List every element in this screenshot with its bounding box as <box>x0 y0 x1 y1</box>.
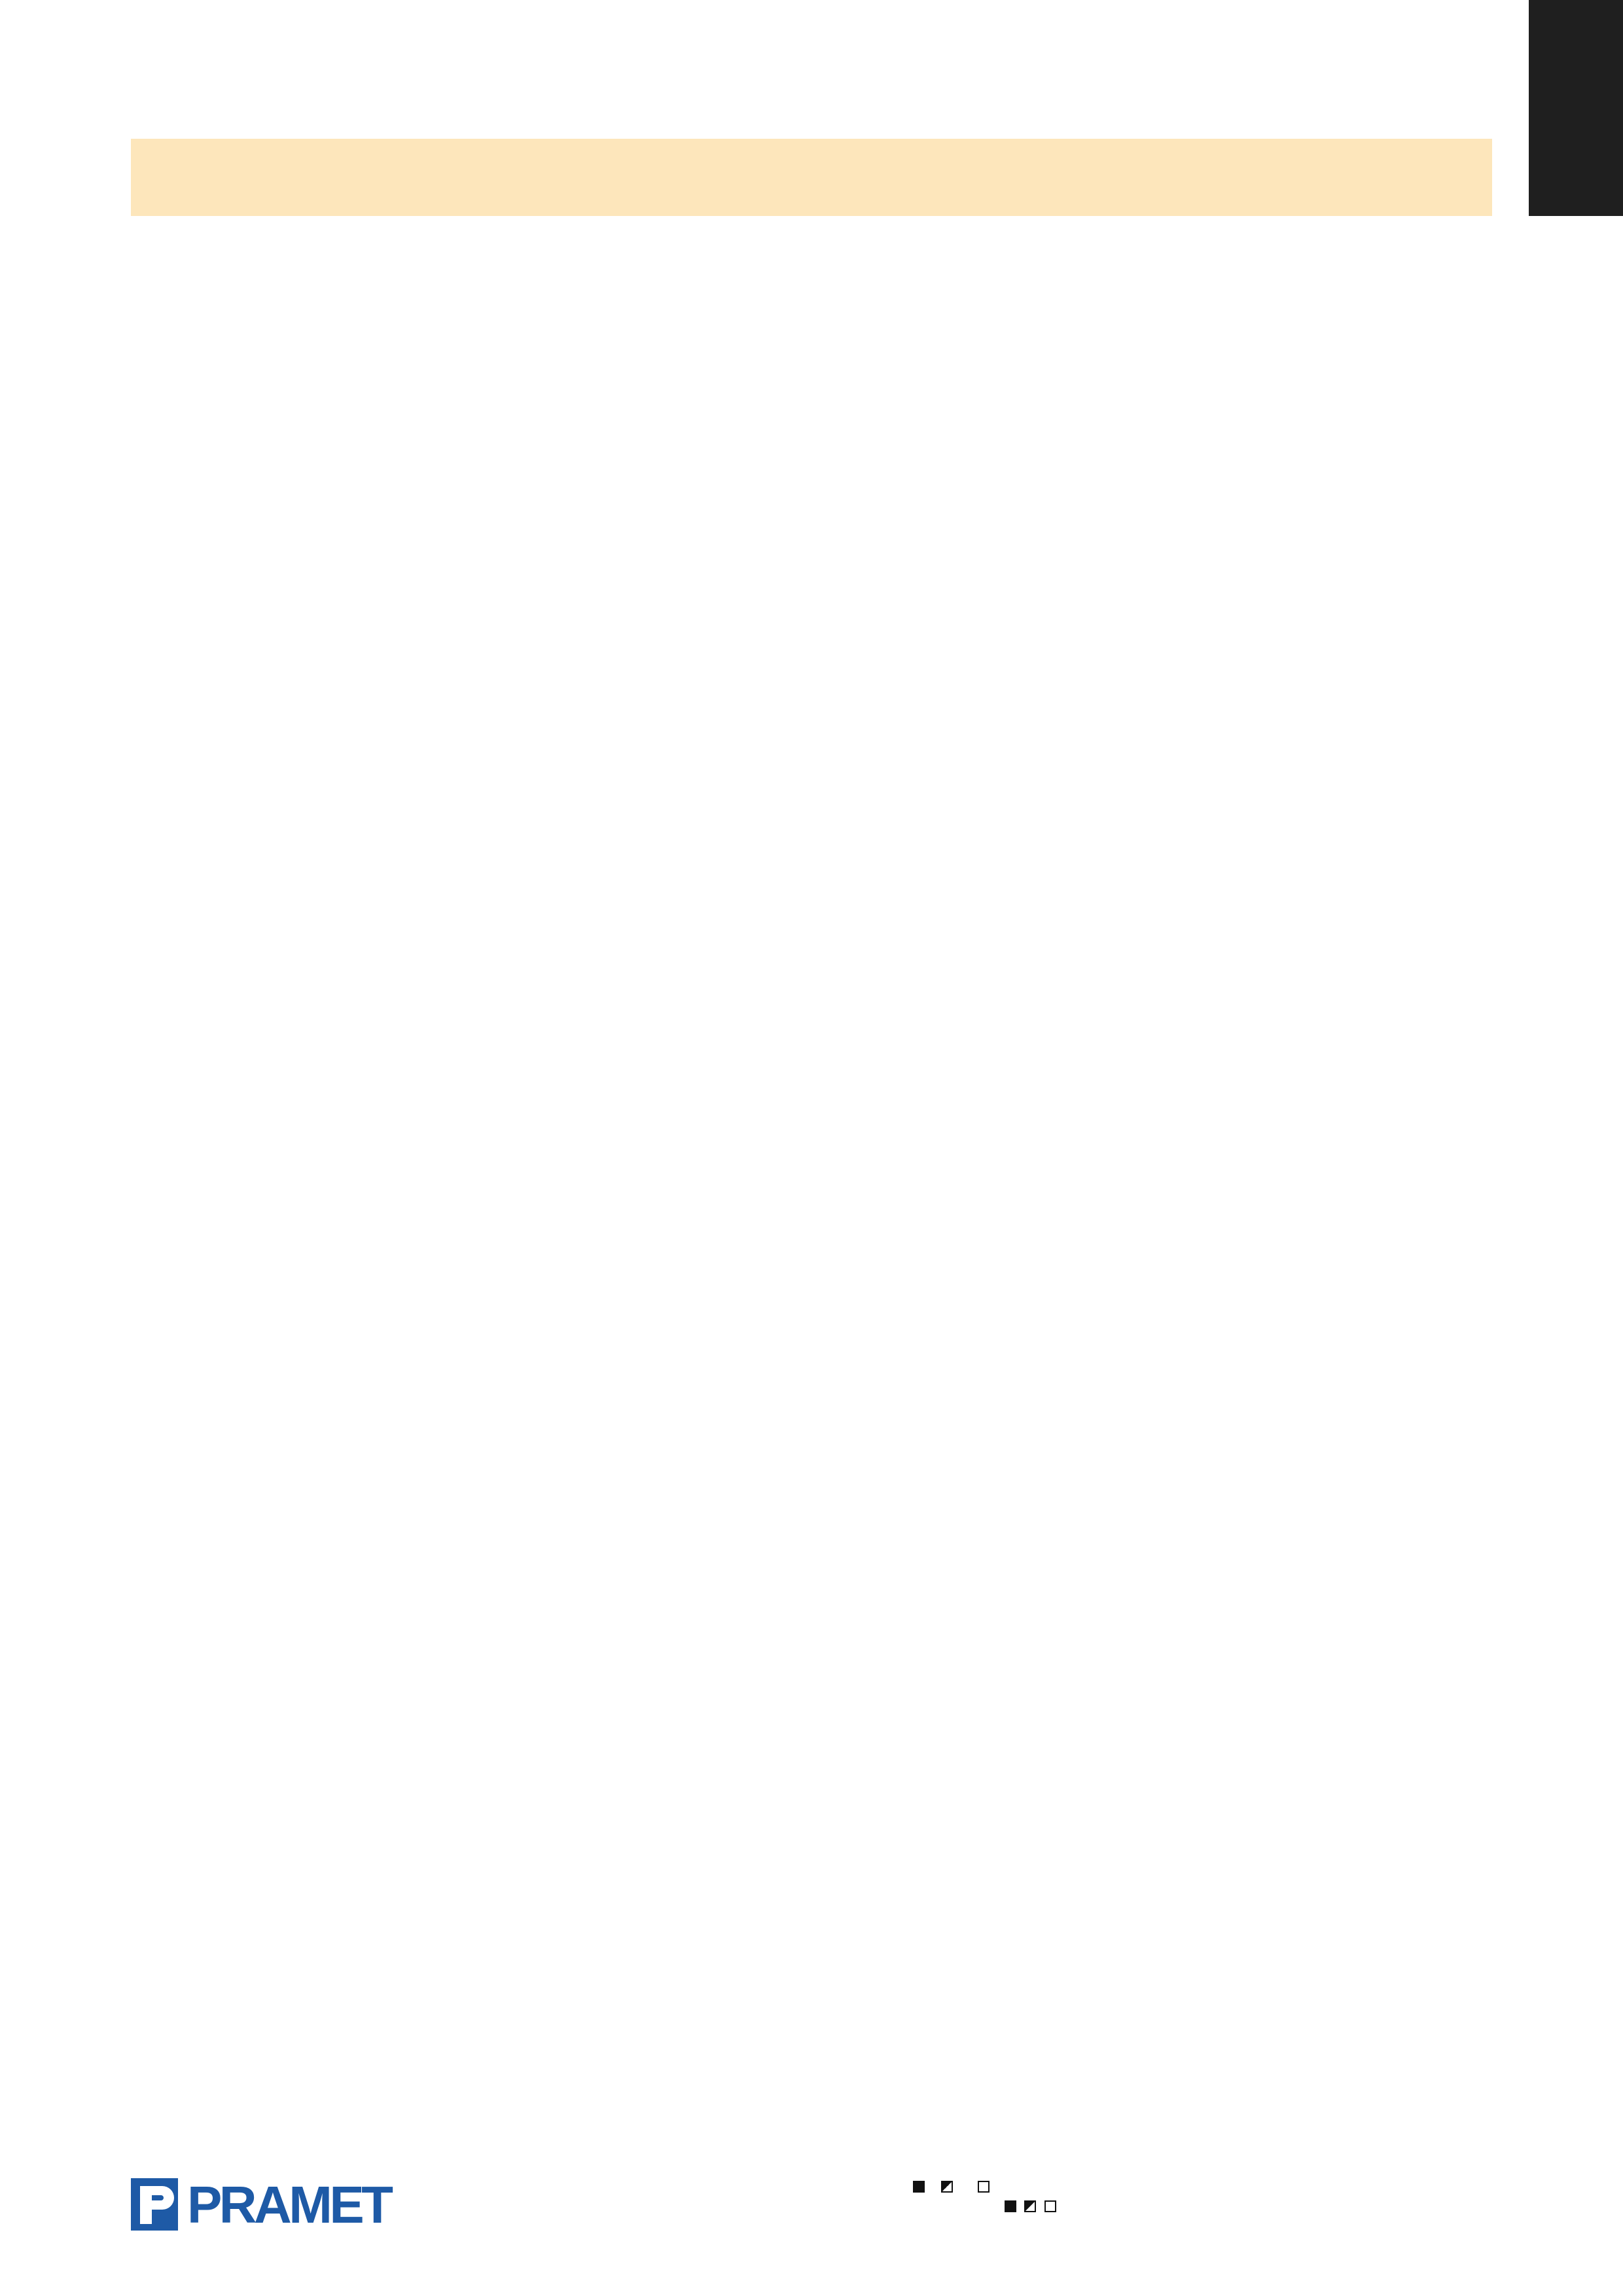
pramet-logo <box>131 2172 396 2237</box>
main-symbol-icon <box>913 2181 925 2193</box>
supplementary-symbol-icon <box>1044 2200 1056 2212</box>
main-symbol-icon <box>1005 2200 1016 2212</box>
secondary-symbol-icon <box>941 2181 953 2193</box>
svg-text:PRAMET: PRAMET <box>187 2176 393 2234</box>
supplementary-symbol-icon <box>978 2181 990 2193</box>
legend <box>913 2176 1060 2215</box>
legend-en <box>913 2196 1060 2215</box>
legend-ru <box>913 2176 1060 2196</box>
pramet-logo-icon <box>131 2172 396 2237</box>
year-badge <box>1529 0 1623 216</box>
secondary-symbol-icon <box>1024 2200 1036 2212</box>
table-header <box>131 139 1492 216</box>
